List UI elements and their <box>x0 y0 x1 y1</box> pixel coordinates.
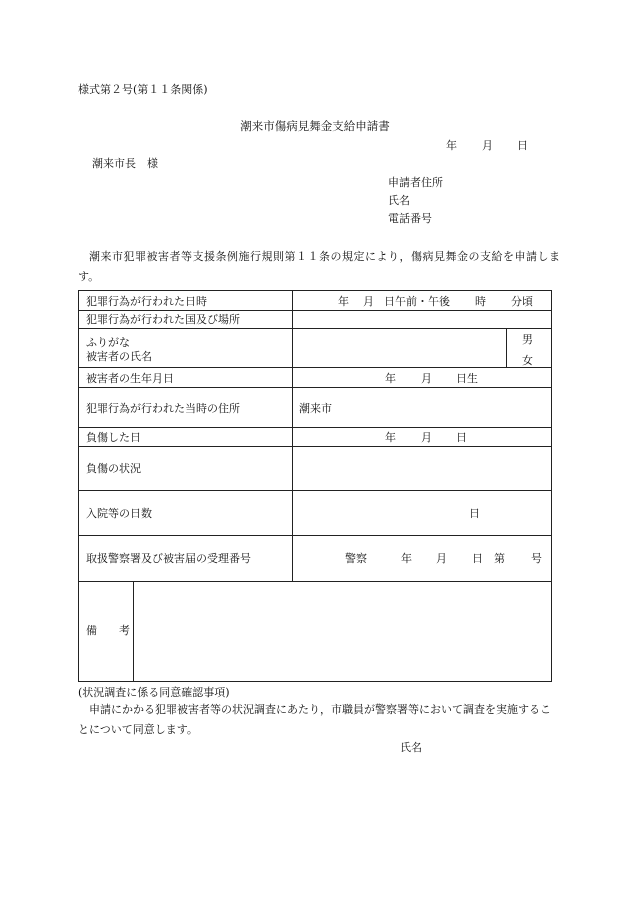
injury-date-label: 負傷した日 <box>86 431 141 444</box>
consent-heading: (状況調査に係る同意確認事項) <box>78 686 230 699</box>
addressee: 潮来市長 様 <box>92 157 158 170</box>
hospital-days-unit: 日 <box>469 507 480 520</box>
furigana-label: ふりがな <box>86 336 130 349</box>
datetime-year: 年 <box>338 295 349 308</box>
datetime-hour: 時 <box>475 295 486 308</box>
police-report-day: 日 <box>472 552 483 565</box>
date-day-label: 日 <box>517 139 528 152</box>
birthdate-label: 被害者の生年月日 <box>86 372 174 385</box>
police-report-dai: 第 <box>494 552 505 565</box>
datetime-label: 犯罪行為が行われた日時 <box>86 295 207 308</box>
application-table <box>78 290 552 682</box>
datetime-day-ampm: 日午前・午後 <box>384 295 450 308</box>
male-option: 男 <box>522 333 533 346</box>
address-at-time-value: 潮来市 <box>299 402 332 415</box>
datetime-month: 月 <box>363 295 374 308</box>
birthdate-year: 年 <box>385 372 396 385</box>
police-report-label: 取扱警察署及び被害届の受理番号 <box>86 552 251 565</box>
injury-date-year: 年 <box>385 431 396 444</box>
address-at-time-label: 犯罪行為が行われた当時の住所 <box>86 402 240 415</box>
remarks-label: 備 考 <box>86 624 130 637</box>
form-number: 様式第２号(第１１条関係) <box>78 83 208 96</box>
datetime-minute: 分頃 <box>511 295 533 308</box>
injury-date-day: 日 <box>456 431 467 444</box>
police-report-year: 年 <box>401 552 412 565</box>
female-option: 女 <box>522 354 533 367</box>
victim-name-label: 被害者の氏名 <box>86 350 152 363</box>
birthdate-day: 日生 <box>456 372 478 385</box>
applicant-phone-label: 電話番号 <box>388 212 432 225</box>
hospital-days-label: 入院等の日数 <box>86 507 152 520</box>
police-report-month: 月 <box>436 552 447 565</box>
police-station-suffix: 警察 <box>345 552 367 565</box>
police-report-go: 号 <box>531 552 542 565</box>
date-year-label: 年 <box>446 139 457 152</box>
consent-name-label: 氏名 <box>400 741 422 754</box>
injury-date-month: 月 <box>421 431 432 444</box>
injury-status-label: 負傷の状況 <box>86 462 141 475</box>
applicant-address-label: 申請者住所 <box>388 176 443 189</box>
date-month-label: 月 <box>482 139 493 152</box>
application-statement: 潮来市犯罪被害者等支援条例施行規則第１１条の規定により，傷病見舞金の支給を申請します。 <box>78 250 560 283</box>
applicant-name-label: 氏名 <box>388 194 410 207</box>
consent-text: 申請にかかる犯罪被害者等の状況調査にあたり，市職員が警察署等において調査を実施することについて同意します。 <box>78 703 551 736</box>
birthdate-month: 月 <box>421 372 432 385</box>
page-title: 潮来市傷病見舞金支給申請書 <box>240 119 390 133</box>
place-label: 犯罪行為が行われた国及び場所 <box>86 313 240 326</box>
